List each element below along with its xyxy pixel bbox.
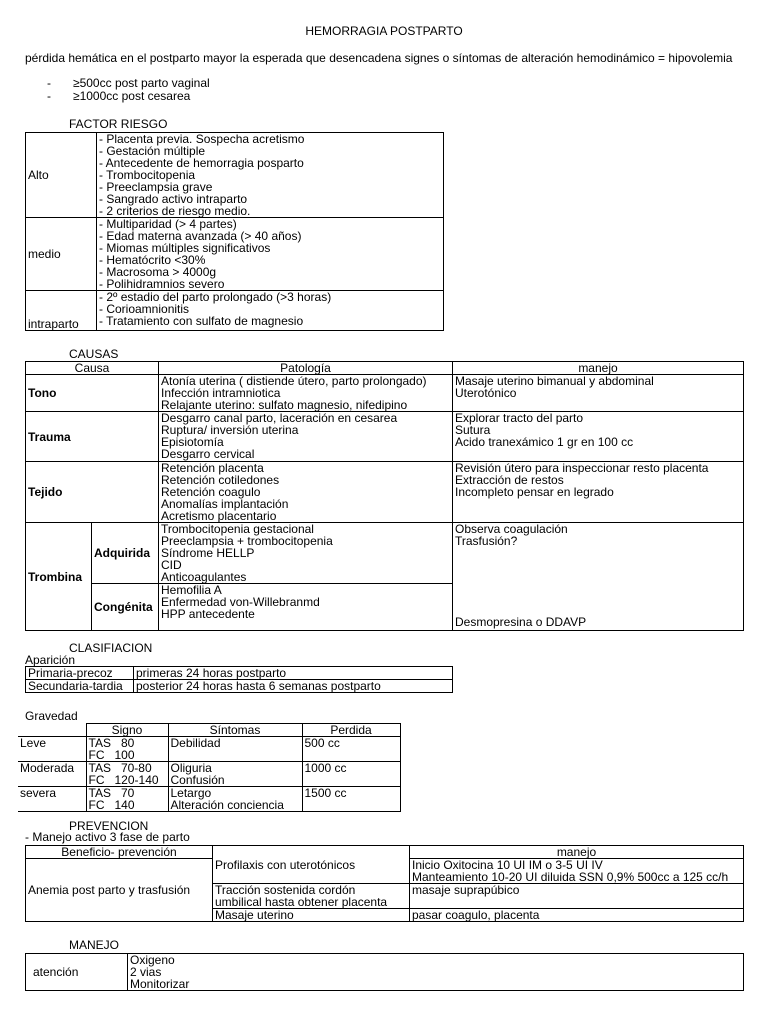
list-item: Trombocitopenia gestacional [161, 522, 314, 536]
list-item: Episiotomía [161, 435, 224, 449]
cause-label: Trombina [26, 523, 92, 631]
list-item: Retención cotiledones [161, 473, 280, 487]
list-item: - Gestación múltiple [99, 144, 206, 158]
manejo-cell [410, 884, 744, 909]
table-row [18, 737, 400, 762]
column-header [213, 846, 410, 859]
list-item: pasar coagulo, placenta [412, 908, 540, 922]
grade-label: severa [18, 787, 86, 812]
risk-items [97, 291, 444, 331]
column-header: Perdida [302, 724, 400, 737]
manejo-cell [453, 375, 744, 412]
list-item: - Hematócrito <30% [99, 253, 206, 267]
prevention-subtitle: - Manejo activo 3 fase de parto [25, 830, 190, 844]
list-item: - Macrosoma > 4000g [99, 265, 217, 279]
list-item: TAS 70-80 [88, 761, 152, 775]
causes-table [25, 361, 744, 631]
accion-cell [213, 859, 410, 884]
gravedad-table [18, 723, 401, 812]
list-item: - Trombocitopenia [99, 168, 196, 182]
column-header: manejo [453, 362, 744, 375]
list-item: - 2 criterios de riesgo medio. [99, 204, 251, 218]
column-header: Causa [26, 362, 159, 375]
sintomas-cell [168, 737, 302, 762]
list-item: - Sangrado activo intraparto [99, 192, 248, 206]
list-item: Sutura [455, 423, 491, 437]
definition-text: pérdida hemática en el postparto mayor la esperada que desencadena signes o síntomas de alteración hemodinámico = hipovolemia [25, 51, 733, 65]
list-item: FC 140 [88, 798, 135, 812]
signo-cell [86, 762, 168, 787]
list-item: Revisión útero para inspeccionar resto placenta [455, 461, 709, 475]
bullet-item: ≥500cc post parto vaginal [73, 76, 210, 90]
list-item: - Tratamiento con sulfato de magnesio [99, 314, 304, 328]
list-item: Manteamiento 10-20 UI diluida SSN 0,9% 500cc a 125 cc/h [412, 870, 729, 884]
manejo-cell [453, 523, 744, 631]
risk-heading: FACTOR RIESGO [69, 117, 168, 131]
onset-type: Secundaria-tardia [26, 680, 134, 693]
column-header: Patología [159, 362, 453, 375]
cause-label: Tejido [26, 462, 159, 523]
list-item: Síndrome HELLP [161, 546, 255, 560]
patologia-cell [159, 462, 453, 523]
table-row [18, 762, 400, 787]
management-label: atención [26, 954, 128, 991]
list-item: Masaje uterino [215, 908, 294, 922]
list-item: Extracción de restos [455, 473, 564, 487]
table-row [26, 462, 744, 523]
aparicion-label: Aparición [25, 653, 76, 667]
signo-cell [86, 787, 168, 812]
table-row [26, 680, 453, 693]
list-item: CID [161, 558, 182, 572]
list-item: Atonía uterina ( distiende útero, parto prolongado) [161, 374, 427, 388]
list-item: Infección intramniotica [161, 386, 281, 400]
list-item: Anticoagulantes [161, 570, 247, 584]
beneficio-cell: Anemia post parto y trasfusión [26, 859, 213, 922]
subcause-label: Congénita [92, 584, 159, 631]
table-row [26, 667, 453, 680]
list-item: FC 120-140 [88, 773, 159, 787]
patologia-cell [159, 375, 453, 412]
column-header: Síntomas [168, 724, 302, 737]
list-item: - Polihidramnios severo [99, 277, 225, 291]
column-header [18, 724, 86, 737]
risk-items [97, 218, 444, 291]
list-item: Acretismo placentario [161, 509, 277, 523]
list-item: Observa coagulación [455, 522, 568, 536]
list-item: Oxigeno [130, 953, 175, 967]
aparicion-table [25, 666, 453, 693]
list-item: Desmopresina o DDAVP [455, 615, 587, 629]
list-item: Profilaxis con uterotónicos [215, 857, 356, 872]
patologia-cell [159, 584, 453, 631]
list-item: Relajante uterino: sulfato magnesio, nifedipino [161, 398, 408, 412]
list-item: TAS 80 [88, 736, 135, 750]
cause-label: Tono [26, 375, 159, 412]
column-header: Signo [86, 724, 168, 737]
list-item: - Multiparidad (> 4 partes) [99, 217, 237, 231]
list-item: Desgarro canal parto, laceración en cesarea [161, 411, 398, 425]
table-row [26, 133, 444, 218]
table-row [26, 523, 744, 584]
list-item: Monitorizar [130, 977, 190, 991]
manejo-cell [453, 462, 744, 523]
bullet-list: - ≥500cc post parto vaginal - ≥1000cc post cesarea [47, 76, 210, 103]
list-item: Uterotónico [455, 386, 517, 400]
gravedad-label: Gravedad [25, 709, 78, 723]
signo-cell [86, 737, 168, 762]
list-item: Ruptura/ inversión uterina [161, 423, 299, 437]
management-heading: MANEJO [69, 938, 120, 952]
management-table [25, 953, 744, 991]
table-row [26, 291, 444, 331]
accion-cell [213, 884, 410, 909]
list-item: 2 vias [130, 965, 162, 979]
list-item: Letargo [170, 786, 212, 800]
list-item: Retención placenta [161, 461, 264, 475]
patologia-cell [159, 412, 453, 462]
perdida-cell: 500 cc [302, 737, 400, 762]
accion-cell [213, 909, 410, 922]
list-item: FC 100 [88, 748, 135, 762]
onset-desc: posterior 24 horas hasta 6 semanas postparto [134, 680, 453, 693]
list-item: Explorar tracto del parto [455, 411, 584, 425]
list-item: masaje suprapúbico [412, 883, 520, 897]
list-item: - Corioamnionitis [99, 302, 190, 316]
grade-label: Moderada [18, 762, 86, 787]
column-header: Beneficio- prevención [26, 846, 213, 859]
onset-desc: primeras 24 horas postparto [134, 667, 453, 680]
onset-type: Primaria-precoz [26, 667, 134, 680]
table-row [26, 375, 744, 412]
list-item: Trasfusión? [455, 534, 518, 548]
list-item: Preeclampsia + trombocitopenia [161, 534, 333, 548]
list-item: Debilidad [170, 736, 221, 750]
risk-level: intraparto [26, 291, 97, 331]
patologia-cell [159, 523, 453, 584]
cause-label: Trauma [26, 412, 159, 462]
list-item: Oliguria [170, 761, 212, 775]
risk-items [97, 133, 444, 218]
classification-heading: CLASIFIACION [69, 641, 153, 655]
sintomas-cell [168, 787, 302, 812]
list-item: Hemofilia A [161, 583, 222, 597]
causes-heading: CAUSAS [69, 347, 119, 361]
management-items [128, 954, 744, 991]
list-item: umbilical hasta obtener placenta [215, 895, 388, 909]
table-row [26, 954, 744, 991]
manejo-cell [410, 909, 744, 922]
sintomas-cell [168, 762, 302, 787]
perdida-cell: 1500 cc [302, 787, 400, 812]
table-row [26, 859, 744, 884]
subcause-label: Adquirida [92, 523, 159, 584]
prevention-heading: PREVENCION [69, 819, 149, 833]
table-row [26, 412, 744, 462]
list-item: Anomalías implantación [161, 497, 289, 511]
prevention-table [25, 845, 744, 922]
list-item: Desgarro cervical [161, 447, 255, 461]
perdida-cell: 1000 cc [302, 762, 400, 787]
list-item: - Antecedente de hemorragia posparto [99, 156, 304, 170]
list-item: - Miomas múltiples significativos [99, 241, 271, 255]
list-item: Alteración conciencia [170, 798, 284, 812]
list-item: - Edad materna avanzada (> 40 años) [99, 229, 302, 243]
manejo-cell [453, 412, 744, 462]
column-header: manejo [410, 846, 744, 859]
table-row [26, 218, 444, 291]
list-item: Masaje uterino bimanual y abdominal [455, 374, 654, 388]
grade-label: Leve [18, 737, 86, 762]
list-item: Tracción sostenida cordón [215, 883, 356, 897]
table-header [26, 362, 744, 375]
manejo-cell [410, 859, 744, 884]
list-item: - 2º estadio del parto prolongado (>3 horas) [99, 290, 332, 304]
table-header [26, 846, 744, 859]
list-item: Retención coagulo [161, 485, 261, 499]
page-title: HEMORRAGIA POSTPARTO [305, 24, 463, 38]
list-item: Inicio Oxitocina 10 UI IM o 3-5 UI IV [412, 858, 603, 872]
list-item: - Placenta previa. Sospecha acretismo [99, 132, 305, 146]
list-item: TAS 70 [88, 786, 135, 800]
list-item: Acido tranexámico 1 gr en 100 cc [455, 435, 634, 449]
bullet-item: ≥1000cc post cesarea [73, 89, 191, 103]
table-row [18, 787, 400, 812]
risk-level: Alto [26, 133, 97, 218]
list-item: Incompleto pensar en legrado [455, 485, 614, 499]
table-header [18, 724, 400, 737]
list-item: Confusión [170, 773, 225, 787]
list-item: - Preeclampsia grave [99, 180, 213, 194]
risk-table [25, 132, 444, 331]
list-item: HPP antecedente [161, 607, 255, 621]
risk-level: medio [26, 218, 97, 291]
list-item: Enfermedad von-Willebranmd [161, 595, 320, 609]
